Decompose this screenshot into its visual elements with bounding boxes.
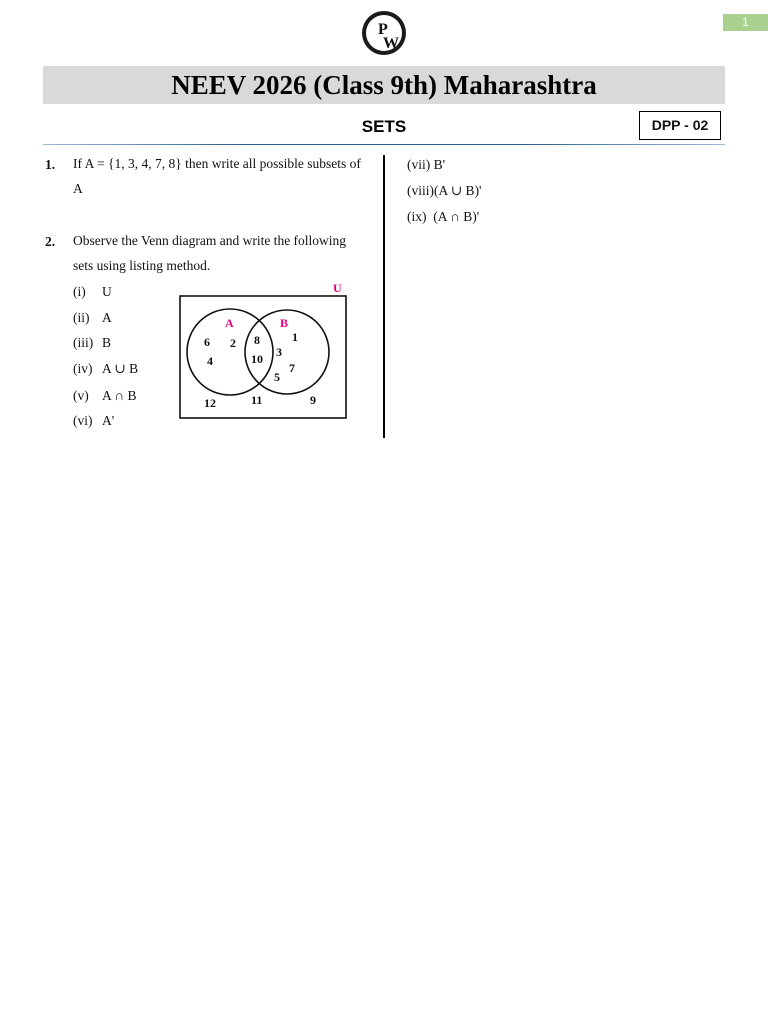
option-text: A ∩ B <box>102 388 137 403</box>
option-label: (vii) <box>407 157 431 172</box>
logo-letter-p: P <box>378 21 388 38</box>
element-only-b: 3 <box>276 345 282 359</box>
question-1-text: If A = {1, 3, 4, 7, 8} then write all possible subsets of A <box>73 156 361 196</box>
option-label: (i) <box>73 284 86 299</box>
option-label: (v) <box>73 388 89 403</box>
option-vii <box>407 157 445 173</box>
header-divider <box>43 144 725 145</box>
option-vi <box>73 413 114 429</box>
pw-logo <box>361 10 407 56</box>
element-only-a: 6 <box>204 335 210 349</box>
element-only-b: 5 <box>274 370 280 384</box>
venn-diagram <box>178 280 350 422</box>
element-only-b: 1 <box>292 330 298 344</box>
element-outside: 9 <box>310 393 316 407</box>
option-viii <box>407 183 482 199</box>
option-label: (iv) <box>73 361 93 376</box>
page-number: 1 <box>723 14 768 31</box>
option-text: A' <box>102 413 115 428</box>
subject-heading: SETS <box>361 117 407 136</box>
universal-label: U <box>333 281 342 295</box>
option-label: (iii) <box>73 335 94 350</box>
element-intersection: 8 <box>254 333 260 347</box>
element-outside: 11 <box>251 393 263 407</box>
option-label: (ii) <box>73 310 90 325</box>
option-text: (A ∪ B)' <box>434 183 482 198</box>
set-a-label: A <box>225 316 234 330</box>
option-text: (A ∩ B)' <box>433 209 480 224</box>
element-only-b: 7 <box>289 361 295 375</box>
option-text: B <box>102 335 112 350</box>
column-divider <box>383 155 385 438</box>
option-label: (ix) <box>407 209 427 224</box>
option-label: (vi) <box>73 413 93 428</box>
option-label: (viii) <box>407 183 434 198</box>
option-text: A ∪ B <box>102 361 139 376</box>
option-text: A <box>102 310 112 325</box>
option-ii <box>73 310 112 326</box>
title-band <box>43 66 725 104</box>
logo-letter-w: W <box>383 35 399 52</box>
question-2-number: 2. <box>45 234 56 249</box>
option-text: U <box>102 284 112 299</box>
set-b-label: B <box>280 316 289 330</box>
option-iii <box>73 335 111 351</box>
element-outside: 12 <box>204 396 216 410</box>
element-only-a: 2 <box>230 336 236 350</box>
option-i <box>73 284 112 300</box>
element-only-a: 4 <box>207 354 213 368</box>
element-intersection: 10 <box>251 352 263 366</box>
page-title: NEEV 2026 (Class 9th) Maharashtra <box>171 70 597 100</box>
option-text: B' <box>433 157 446 172</box>
option-v <box>73 388 137 404</box>
option-ix <box>407 209 479 225</box>
option-iv <box>73 361 138 377</box>
question-1-number: 1. <box>45 157 56 172</box>
question-2-text: Observe the Venn diagram and write the following sets using listing method. <box>73 233 347 273</box>
dpp-badge: DPP - 02 <box>639 111 721 140</box>
